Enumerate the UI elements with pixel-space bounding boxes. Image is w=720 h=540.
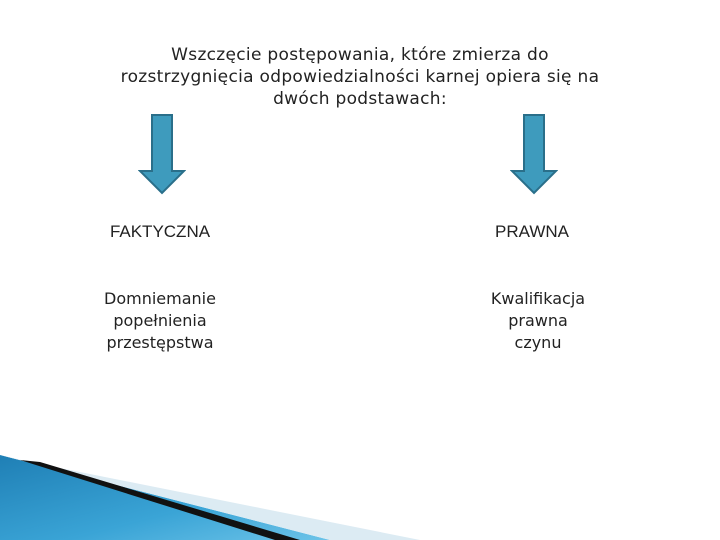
branch-description-prawna: Kwalifikacja prawna czynu bbox=[490, 289, 586, 352]
branch-description-faktyczna: Domniemanie popełnienia przestępstwa bbox=[104, 289, 216, 352]
branch-label-faktyczna: FAKTYCZNA bbox=[109, 222, 211, 241]
diagram-title: Wszczęcie postępowania, które zmierza do rozstrzygnięcia odpowiedzialności karnej opiera się na dwóch podstawach: bbox=[120, 45, 600, 109]
branch-label-prawna: PRAWNA bbox=[495, 222, 569, 241]
arrow-down-right bbox=[510, 113, 558, 195]
arrow-down-left bbox=[138, 113, 186, 195]
